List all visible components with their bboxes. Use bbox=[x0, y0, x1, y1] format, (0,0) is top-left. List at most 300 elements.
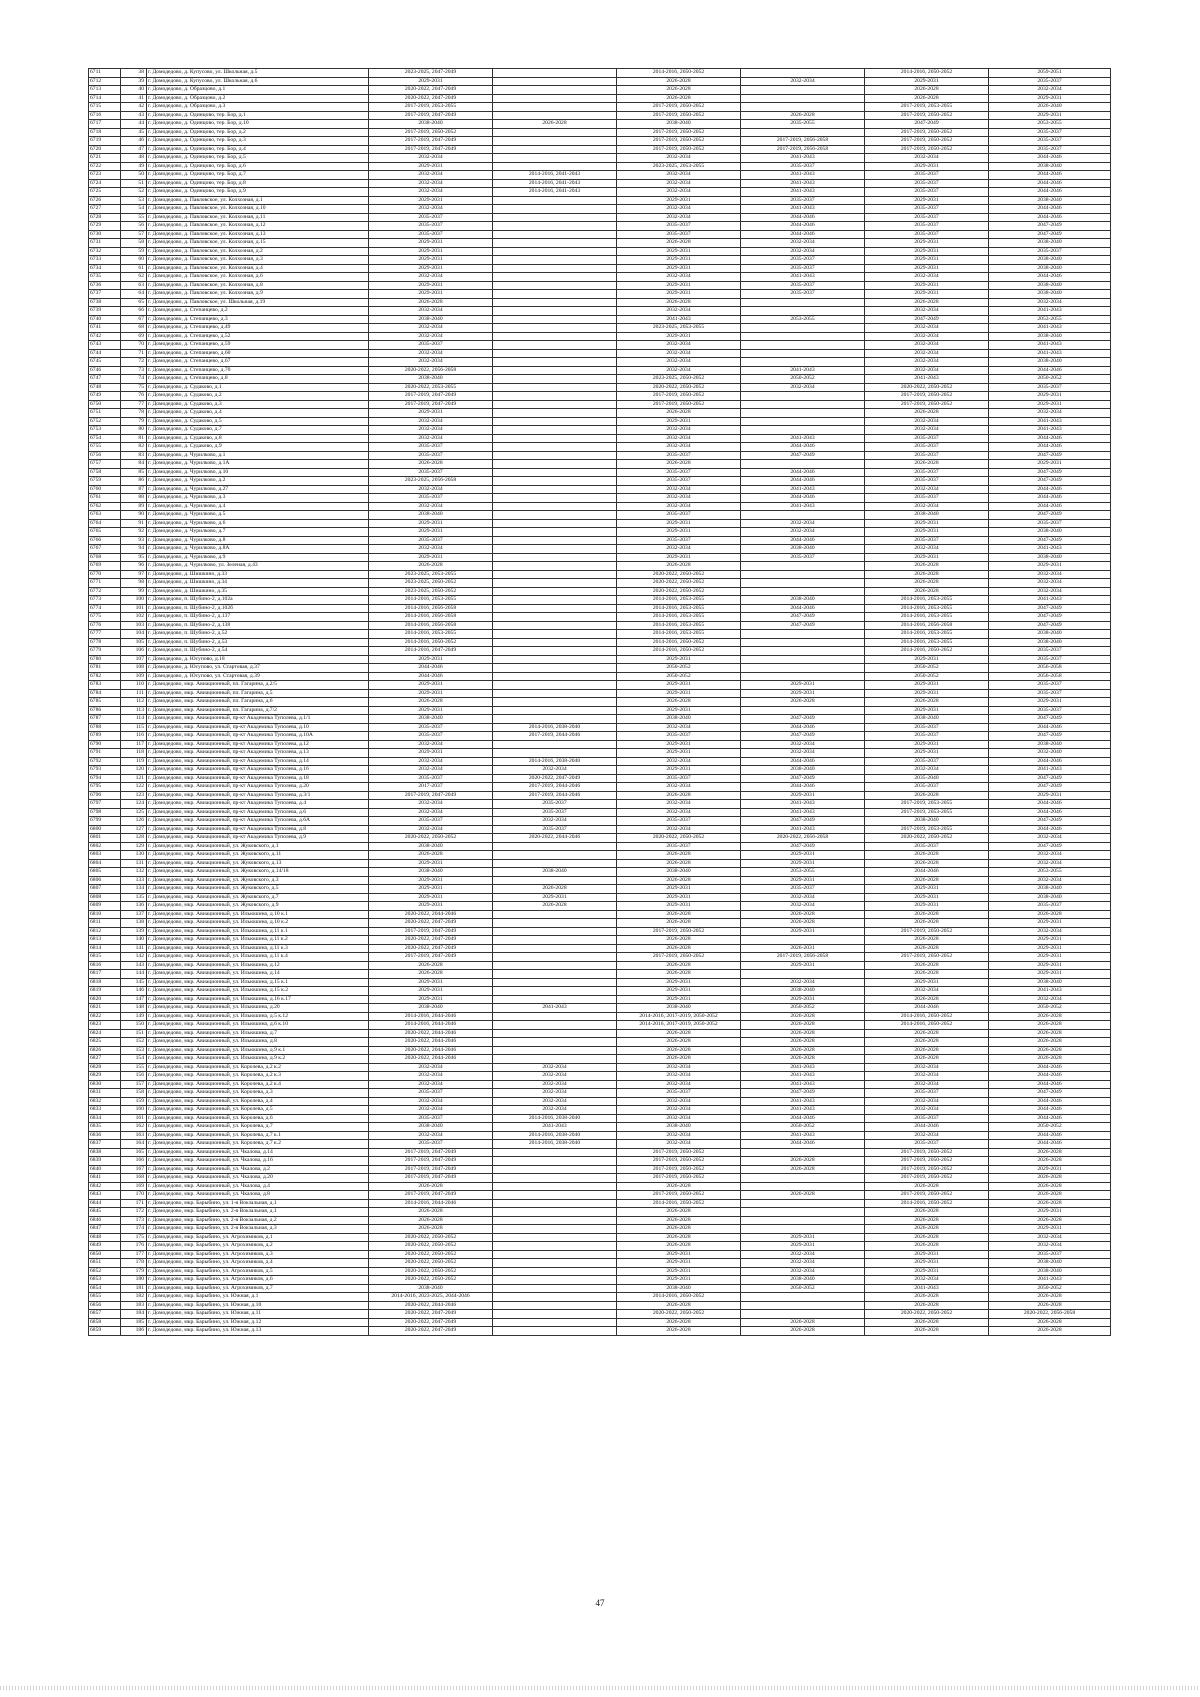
cell-period-6: 2035-2037 bbox=[989, 383, 1111, 392]
cell-period-1: 2017-2019, 2047-2049 bbox=[369, 927, 493, 936]
cell-period-6: 2026-2028 bbox=[989, 1301, 1111, 1310]
cell-period-3: 2029-2031 bbox=[617, 987, 741, 996]
cell-period-1: 2035-2037 bbox=[369, 468, 493, 477]
cell-period-2 bbox=[493, 740, 617, 749]
cell-period-3: 2026-2028 bbox=[617, 961, 741, 970]
cell-period-3: 2026-2028 bbox=[617, 1225, 741, 1234]
cell-period-3: 2026-2028 bbox=[617, 910, 741, 919]
cell-address: г. Домодедово, мкр. Авиационный, пр-кт Академика Туполева, д.16 bbox=[147, 766, 369, 775]
cell-period-6: 2047-2049 bbox=[989, 613, 1111, 622]
table-row bbox=[89, 919, 1111, 928]
cell-period-1: 2032-2034 bbox=[369, 800, 493, 809]
cell-period-5: 2029-2031 bbox=[865, 290, 989, 299]
cell-record-id: 6811 bbox=[89, 919, 121, 928]
cell-period-6: 2038-2040 bbox=[989, 630, 1111, 639]
cell-record-id: 6819 bbox=[89, 987, 121, 996]
cell-period-5: 2029-2031 bbox=[865, 706, 989, 715]
cell-record-id: 6816 bbox=[89, 961, 121, 970]
cell-address: г. Домодедово, п. Шубино-2, д.53 bbox=[147, 638, 369, 647]
cell-period-5: 2035-2037 bbox=[865, 443, 989, 452]
cell-period-2 bbox=[493, 281, 617, 290]
cell-period-5: 2026-2028 bbox=[865, 851, 989, 860]
table-row bbox=[89, 460, 1111, 469]
cell-period-1: 2035-2037 bbox=[369, 443, 493, 452]
table-row bbox=[89, 230, 1111, 239]
cell-period-3: 2032-2034 bbox=[617, 188, 741, 197]
cell-period-1: 2017-2019, 2047-2049 bbox=[369, 953, 493, 962]
cell-period-5: 2017-2019, 2050-2052 bbox=[865, 1157, 989, 1166]
cell-period-6: 2032-2034 bbox=[989, 995, 1111, 1004]
cell-period-4 bbox=[741, 94, 865, 103]
cell-period-3: 2029-2031 bbox=[617, 902, 741, 911]
table-row bbox=[89, 825, 1111, 834]
cell-period-6: 2041-2043 bbox=[989, 307, 1111, 316]
cell-period-4: 2029-2031 bbox=[741, 927, 865, 936]
table-row bbox=[89, 332, 1111, 341]
cell-period-4 bbox=[741, 1310, 865, 1319]
cell-period-1: 2035-2037 bbox=[369, 536, 493, 545]
cell-record-id: 6849 bbox=[89, 1242, 121, 1251]
cell-period-2 bbox=[493, 961, 617, 970]
cell-period-4: 2038-2040 bbox=[741, 596, 865, 605]
cell-period-5: 2050-2052 bbox=[865, 664, 989, 673]
cell-record-id: 6792 bbox=[89, 757, 121, 766]
table-row bbox=[89, 885, 1111, 894]
cell-period-4: 2032-2034 bbox=[741, 1267, 865, 1276]
cell-period-6: 2032-2040 bbox=[989, 749, 1111, 758]
cell-address: г. Домодедово, мкр. Барыбино, ул. Южная, д.12 bbox=[147, 1318, 369, 1327]
cell-period-4: 2047-2049 bbox=[741, 451, 865, 460]
cell-period-2 bbox=[493, 111, 617, 120]
cell-period-4: 2029-2031 bbox=[741, 681, 865, 690]
cell-period-5: 2026-2028 bbox=[865, 1318, 989, 1327]
cell-period-3: 2032-2034 bbox=[617, 341, 741, 350]
cell-row-number: 113 bbox=[121, 706, 147, 715]
cell-period-5: 2035-2037 bbox=[865, 222, 989, 231]
table-row bbox=[89, 740, 1111, 749]
cell-period-1: 2020-2022, 2044-2046 bbox=[369, 910, 493, 919]
cell-address: г. Домодедово, мкр. Авиационный, ул. Жуковского, д.11 bbox=[147, 851, 369, 860]
cell-record-id: 6733 bbox=[89, 256, 121, 265]
cell-row-number: 92 bbox=[121, 528, 147, 537]
cell-period-5: 2017-2019, 2053-2055 bbox=[865, 800, 989, 809]
cell-period-1: 2017-2019, 2047-2049 bbox=[369, 1157, 493, 1166]
cell-period-2 bbox=[493, 247, 617, 256]
table-row bbox=[89, 1131, 1111, 1140]
cell-period-2: 2032-2034 bbox=[493, 1106, 617, 1115]
cell-address: г. Домодедово, д. Степанцево, д.8 bbox=[147, 375, 369, 384]
cell-period-6: 2026-2028 bbox=[989, 1029, 1111, 1038]
cell-record-id: 6728 bbox=[89, 213, 121, 222]
cell-address: г. Домодедово, д. Одинцово, тер. Бор, д.4 bbox=[147, 145, 369, 154]
cell-period-3: 2017-2019, 2050-2052 bbox=[617, 128, 741, 137]
table-row bbox=[89, 77, 1111, 86]
table-row bbox=[89, 86, 1111, 95]
cell-period-2 bbox=[493, 987, 617, 996]
cell-row-number: 177 bbox=[121, 1250, 147, 1259]
cell-period-1: 2014-2016, 2056-2058 bbox=[369, 604, 493, 613]
cell-period-3: 2038-2040 bbox=[617, 715, 741, 724]
cell-period-1: 2020-2022, 2044-2046 bbox=[369, 1055, 493, 1064]
cell-period-1: 2044-2046 bbox=[369, 672, 493, 681]
cell-period-1: 2032-2034 bbox=[369, 545, 493, 554]
table-row bbox=[89, 290, 1111, 299]
cell-period-5: 2035-2037 bbox=[865, 1114, 989, 1123]
cell-address: г. Домодедово, д. Шишкино, д.33 bbox=[147, 570, 369, 579]
cell-period-1: 2032-2034 bbox=[369, 766, 493, 775]
cell-period-6: 2029-2031 bbox=[989, 1208, 1111, 1217]
cell-record-id: 6767 bbox=[89, 545, 121, 554]
cell-period-2 bbox=[493, 366, 617, 375]
cell-row-number: 167 bbox=[121, 1165, 147, 1174]
cell-row-number: 160 bbox=[121, 1106, 147, 1115]
cell-period-1: 2035-2037 bbox=[369, 723, 493, 732]
cell-period-1: 2038-2040 bbox=[369, 315, 493, 324]
cell-period-6: 2059-2051 bbox=[989, 69, 1111, 78]
cell-record-id: 6716 bbox=[89, 111, 121, 120]
cell-period-2 bbox=[493, 672, 617, 681]
cell-period-1: 2032-2034 bbox=[369, 417, 493, 426]
cell-period-3: 2032-2034 bbox=[617, 1114, 741, 1123]
cell-period-6: 2047-2049 bbox=[989, 222, 1111, 231]
cell-period-1: 2032-2034 bbox=[369, 332, 493, 341]
cell-record-id: 6794 bbox=[89, 774, 121, 783]
cell-address: г. Домодедово, мкр. Авиационный, пр-кт Академика Туполева, д.14 bbox=[147, 757, 369, 766]
cell-period-2 bbox=[493, 953, 617, 962]
schedule-table-body bbox=[89, 69, 1111, 1336]
cell-record-id: 6772 bbox=[89, 587, 121, 596]
cell-address: г. Домодедово, д. Павловское, ул. Колхозная, д.13 bbox=[147, 230, 369, 239]
cell-period-5: 2026-2028 bbox=[865, 570, 989, 579]
table-row bbox=[89, 1276, 1111, 1285]
cell-period-5: 2026-2028 bbox=[865, 970, 989, 979]
cell-address: г. Домодедово, мкр. Авиационный, ул. Жуковского, д.1 bbox=[147, 842, 369, 851]
cell-period-6: 2029-2031 bbox=[989, 392, 1111, 401]
table-row bbox=[89, 783, 1111, 792]
cell-period-5: 2014-2016, 2050-2052 bbox=[865, 69, 989, 78]
cell-period-2 bbox=[493, 358, 617, 367]
cell-period-3: 2026-2028 bbox=[617, 791, 741, 800]
cell-period-3: 2029-2031 bbox=[617, 978, 741, 987]
cell-period-6: 2047-2049 bbox=[989, 1089, 1111, 1098]
cell-period-4: 2047-2049 bbox=[741, 613, 865, 622]
cell-record-id: 6856 bbox=[89, 1301, 121, 1310]
cell-period-2: 2026-2028 bbox=[493, 902, 617, 911]
cell-record-id: 6805 bbox=[89, 868, 121, 877]
table-row bbox=[89, 800, 1111, 809]
table-row bbox=[89, 1233, 1111, 1242]
table-row bbox=[89, 477, 1111, 486]
cell-period-3: 2029-2031 bbox=[617, 417, 741, 426]
cell-period-4 bbox=[741, 1301, 865, 1310]
cell-period-4 bbox=[741, 511, 865, 520]
cell-address: г. Домодедово, д. Юсупово, ул. Стартовая, д.37 bbox=[147, 664, 369, 673]
cell-period-2: 2038-2040 bbox=[493, 868, 617, 877]
cell-record-id: 6840 bbox=[89, 1165, 121, 1174]
cell-period-5: 2026-2028 bbox=[865, 791, 989, 800]
cell-period-1: 2014-2016, 2047-2049 bbox=[369, 647, 493, 656]
cell-period-6: 2044-2046 bbox=[989, 205, 1111, 214]
table-row bbox=[89, 400, 1111, 409]
cell-address: г. Домодедово, д. Степанцево, д.49 bbox=[147, 324, 369, 333]
table-row bbox=[89, 613, 1111, 622]
cell-period-3: 2032-2034 bbox=[617, 307, 741, 316]
cell-period-6: 2044-2046 bbox=[989, 485, 1111, 494]
cell-period-6: 2029-2031 bbox=[989, 111, 1111, 120]
cell-period-3: 2026-2028 bbox=[617, 859, 741, 868]
cell-row-number: 67 bbox=[121, 315, 147, 324]
cell-period-1: 2038-2040 bbox=[369, 120, 493, 129]
cell-period-4: 2035-2037 bbox=[741, 281, 865, 290]
table-row bbox=[89, 1106, 1111, 1115]
cell-record-id: 6754 bbox=[89, 434, 121, 443]
cell-period-2 bbox=[493, 77, 617, 86]
cell-row-number: 158 bbox=[121, 1089, 147, 1098]
cell-period-4: 2038-2040 bbox=[741, 987, 865, 996]
cell-period-1: 2029-2031 bbox=[369, 247, 493, 256]
cell-record-id: 6787 bbox=[89, 715, 121, 724]
cell-period-3: 2029-2031 bbox=[617, 528, 741, 537]
cell-record-id: 6751 bbox=[89, 409, 121, 418]
cell-address: г. Домодедово, д. Судаково, д.5 bbox=[147, 417, 369, 426]
cell-record-id: 6735 bbox=[89, 273, 121, 282]
cell-row-number: 112 bbox=[121, 698, 147, 707]
cell-record-id: 6786 bbox=[89, 706, 121, 715]
cell-period-2 bbox=[493, 604, 617, 613]
cell-address: г. Домодедово, п. Шубино-2, д.137 bbox=[147, 613, 369, 622]
cell-row-number: 164 bbox=[121, 1140, 147, 1149]
cell-period-5: 2047-2049 bbox=[865, 120, 989, 129]
cell-period-5: 2014-2016, 2050-2052 bbox=[865, 1012, 989, 1021]
cell-period-6: 2038-2040 bbox=[989, 332, 1111, 341]
cell-period-2 bbox=[493, 936, 617, 945]
cell-address: г. Домодедово, д. Чурилково, д.9 bbox=[147, 553, 369, 562]
cell-row-number: 182 bbox=[121, 1293, 147, 1302]
cell-period-4: 2032-2034 bbox=[741, 978, 865, 987]
cell-period-6: 2029-2031 bbox=[989, 961, 1111, 970]
cell-period-4: 2047-2049 bbox=[741, 817, 865, 826]
cell-period-4: 2029-2031 bbox=[741, 961, 865, 970]
cell-period-5: 2035-2037 bbox=[865, 188, 989, 197]
cell-period-5: 2029-2031 bbox=[865, 264, 989, 273]
cell-period-6: 2026-2028 bbox=[989, 1038, 1111, 1047]
table-row bbox=[89, 434, 1111, 443]
cell-period-5: 2029-2031 bbox=[865, 893, 989, 902]
table-row bbox=[89, 409, 1111, 418]
cell-period-1: 2035-2037 bbox=[369, 230, 493, 239]
cell-period-6: 2044-2046 bbox=[989, 171, 1111, 180]
cell-period-3: 2026-2028 bbox=[617, 1233, 741, 1242]
cell-period-5: 2029-2031 bbox=[865, 1267, 989, 1276]
cell-row-number: 130 bbox=[121, 851, 147, 860]
cell-period-3: 2032-2034 bbox=[617, 1140, 741, 1149]
cell-period-4: 2032-2034 bbox=[741, 519, 865, 528]
cell-period-6: 2029-2031 bbox=[989, 1165, 1111, 1174]
cell-period-1: 2020-2022, 2047-2049 bbox=[369, 86, 493, 95]
cell-period-6: 2041-2043 bbox=[989, 417, 1111, 426]
cell-period-1: 2032-2034 bbox=[369, 1063, 493, 1072]
cell-period-1: 2020-2022, 2050-2052 bbox=[369, 1276, 493, 1285]
cell-period-6: 2050-2052 bbox=[989, 1284, 1111, 1293]
cell-record-id: 6818 bbox=[89, 978, 121, 987]
cell-period-2 bbox=[493, 273, 617, 282]
cell-period-2 bbox=[493, 239, 617, 248]
cell-address: г. Домодедово, мкр. Авиационный, ул. Ильюшина, д.12 bbox=[147, 961, 369, 970]
cell-period-5: 2032-2034 bbox=[865, 358, 989, 367]
cell-period-3: 2038-2040 bbox=[617, 120, 741, 129]
cell-period-2 bbox=[493, 307, 617, 316]
cell-period-5: 2017-2019, 2050-2052 bbox=[865, 111, 989, 120]
cell-address: г. Домодедово, мкр. Авиационный, ул. Королева, д.4 bbox=[147, 1097, 369, 1106]
cell-period-6: 2038-2040 bbox=[989, 885, 1111, 894]
cell-period-5: 2014-2016, 2056-2058 bbox=[865, 621, 989, 630]
cell-period-2: 2032-2034 bbox=[493, 1097, 617, 1106]
table-row bbox=[89, 672, 1111, 681]
cell-period-3: 2038-2040 bbox=[617, 1284, 741, 1293]
cell-period-6: 2038-2040 bbox=[989, 1259, 1111, 1268]
cell-period-3: 2029-2031 bbox=[617, 281, 741, 290]
cell-address: г. Домодедово, д. Судаково, д.7 bbox=[147, 426, 369, 435]
cell-period-6: 2044-2046 bbox=[989, 1140, 1111, 1149]
cell-record-id: 6753 bbox=[89, 426, 121, 435]
cell-row-number: 98 bbox=[121, 579, 147, 588]
cell-period-5: 2032-2034 bbox=[865, 766, 989, 775]
cell-period-6: 2029-2031 bbox=[989, 400, 1111, 409]
cell-record-id: 6762 bbox=[89, 502, 121, 511]
cell-address: г. Домодедово, д. Купусово, ул. Школьная, д.5 bbox=[147, 69, 369, 78]
cell-period-4: 2032-2034 bbox=[741, 893, 865, 902]
cell-period-6: 2038-2040 bbox=[989, 358, 1111, 367]
cell-period-1: 2032-2034 bbox=[369, 1072, 493, 1081]
cell-period-5: 2026-2028 bbox=[865, 409, 989, 418]
cell-address: г. Домодедово, мкр. Авиационный, ул. Чкалова, д.8 bbox=[147, 1191, 369, 1200]
cell-address: г. Домодедово, д. Павловское, ул. Колхозная, д.10 bbox=[147, 205, 369, 214]
cell-period-6: 2047-2049 bbox=[989, 230, 1111, 239]
cell-period-2 bbox=[493, 162, 617, 171]
cell-period-4: 2017-2019, 2056-2058 bbox=[741, 145, 865, 154]
cell-period-3: 2014-2016, 2050-2052 bbox=[617, 638, 741, 647]
cell-period-6: 2032-2034 bbox=[989, 1242, 1111, 1251]
cell-period-1: 2032-2034 bbox=[369, 485, 493, 494]
cell-period-6: 2056-2058 bbox=[989, 672, 1111, 681]
cell-period-3: 2014-2016, 2017-2019, 2050-2052 bbox=[617, 1021, 741, 1030]
cell-period-4: 2026-2031 bbox=[741, 944, 865, 953]
cell-period-6: 2038-2040 bbox=[989, 553, 1111, 562]
cell-row-number: 128 bbox=[121, 834, 147, 843]
cell-period-2: 2014-2016, 2041-2043 bbox=[493, 179, 617, 188]
cell-record-id: 6843 bbox=[89, 1191, 121, 1200]
table-row bbox=[89, 443, 1111, 452]
cell-period-5: 2026-2028 bbox=[865, 1182, 989, 1191]
cell-period-5: 2044-2046 bbox=[865, 1004, 989, 1013]
cell-record-id: 6836 bbox=[89, 1131, 121, 1140]
cell-record-id: 6793 bbox=[89, 766, 121, 775]
cell-period-4: 2035-2037 bbox=[741, 196, 865, 205]
cell-row-number: 140 bbox=[121, 936, 147, 945]
table-row bbox=[89, 502, 1111, 511]
cell-period-6: 2035-2037 bbox=[989, 647, 1111, 656]
cell-period-4: 2050-2052 bbox=[741, 375, 865, 384]
cell-period-4: 2047-2049 bbox=[741, 842, 865, 851]
cell-period-2 bbox=[493, 1208, 617, 1217]
cell-period-1: 2017-2019, 2047-2049 bbox=[369, 145, 493, 154]
cell-address: г. Домодедово, д. Чурилково, д.1 bbox=[147, 451, 369, 460]
cell-address: г. Домодедово, мкр. Авиационный, пр-кт Академика Туполева, д.13 bbox=[147, 749, 369, 758]
cell-period-2 bbox=[493, 417, 617, 426]
cell-period-6: 2032-2034 bbox=[989, 851, 1111, 860]
cell-address: г. Домодедово, мкр. Барыбино, ул. Южная, д.10 bbox=[147, 1301, 369, 1310]
table-row bbox=[89, 1004, 1111, 1013]
cell-record-id: 6821 bbox=[89, 1004, 121, 1013]
cell-row-number: 97 bbox=[121, 570, 147, 579]
cell-period-6: 2038-2040 bbox=[989, 978, 1111, 987]
cell-period-2: 2035-2037 bbox=[493, 800, 617, 809]
cell-period-4: 2044-2046 bbox=[741, 1140, 865, 1149]
cell-period-6: 2041-2043 bbox=[989, 1276, 1111, 1285]
cell-row-number: 86 bbox=[121, 477, 147, 486]
cell-period-1: 2020-2022, 2050-2052 bbox=[369, 1242, 493, 1251]
cell-period-2 bbox=[493, 315, 617, 324]
cell-period-6: 2032-2034 bbox=[989, 409, 1111, 418]
cell-record-id: 6817 bbox=[89, 970, 121, 979]
cell-period-4: 2041-2043 bbox=[741, 273, 865, 282]
cell-address: г. Домодедово, мкр. Авиационный, пр-кт Академика Туполева, д.1/1 bbox=[147, 715, 369, 724]
cell-period-6: 2035-2037 bbox=[989, 1250, 1111, 1259]
cell-period-2 bbox=[493, 468, 617, 477]
cell-period-2 bbox=[493, 919, 617, 928]
table-row bbox=[89, 1029, 1111, 1038]
cell-record-id: 6779 bbox=[89, 647, 121, 656]
cell-period-6: 2035-2037 bbox=[989, 137, 1111, 146]
cell-row-number: 139 bbox=[121, 927, 147, 936]
cell-period-6: 2047-2049 bbox=[989, 774, 1111, 783]
cell-address: г. Домодедово, д. Чурилково, ул. Зеленая, д.43 bbox=[147, 562, 369, 571]
cell-address: г. Домодедово, д. Степанцево, д.60 bbox=[147, 349, 369, 358]
cell-row-number: 161 bbox=[121, 1114, 147, 1123]
cell-period-6: 2035-2037 bbox=[989, 681, 1111, 690]
cell-period-4: 2041-2043 bbox=[741, 188, 865, 197]
cell-row-number: 132 bbox=[121, 868, 147, 877]
cell-record-id: 6846 bbox=[89, 1216, 121, 1225]
cell-period-1: 2014-2016, 2053-2055 bbox=[369, 630, 493, 639]
table-row bbox=[89, 69, 1111, 78]
cell-row-number: 90 bbox=[121, 511, 147, 520]
cell-period-3: 2029-2031 bbox=[617, 1267, 741, 1276]
cell-row-number: 129 bbox=[121, 842, 147, 851]
cell-period-4 bbox=[741, 426, 865, 435]
table-row bbox=[89, 664, 1111, 673]
cell-address: г. Домодедово, мкр. Авиационный, ул. Жуковского, д.13 bbox=[147, 859, 369, 868]
cell-period-3: 2014-2016, 2017-2019, 2050-2052 bbox=[617, 1012, 741, 1021]
table-row bbox=[89, 179, 1111, 188]
cell-period-6: 2029-2031 bbox=[989, 970, 1111, 979]
cell-period-4 bbox=[741, 1208, 865, 1217]
cell-period-4 bbox=[741, 349, 865, 358]
cell-record-id: 6732 bbox=[89, 247, 121, 256]
cell-period-4: 2032-2034 bbox=[741, 1250, 865, 1259]
cell-period-1: 2014-2016, 2053-2055 bbox=[369, 596, 493, 605]
cell-period-3: 2032-2034 bbox=[617, 273, 741, 282]
cell-period-2 bbox=[493, 579, 617, 588]
cell-period-1: 2026-2028 bbox=[369, 1216, 493, 1225]
cell-address: г. Домодедово, мкр. Авиационный, пл. Гагарина, д.6 bbox=[147, 698, 369, 707]
cell-period-5: 2029-2031 bbox=[865, 885, 989, 894]
cell-address: г. Домодедово, п. Шубино-2, д.138 bbox=[147, 621, 369, 630]
cell-record-id: 6726 bbox=[89, 196, 121, 205]
cell-record-id: 6826 bbox=[89, 1046, 121, 1055]
cell-address: г. Домодедово, д. Павловское, ул. Колхозная, д.4 bbox=[147, 264, 369, 273]
cell-address: г. Домодедово, д. Одинцово, тер. Бор, д.6 bbox=[147, 162, 369, 171]
